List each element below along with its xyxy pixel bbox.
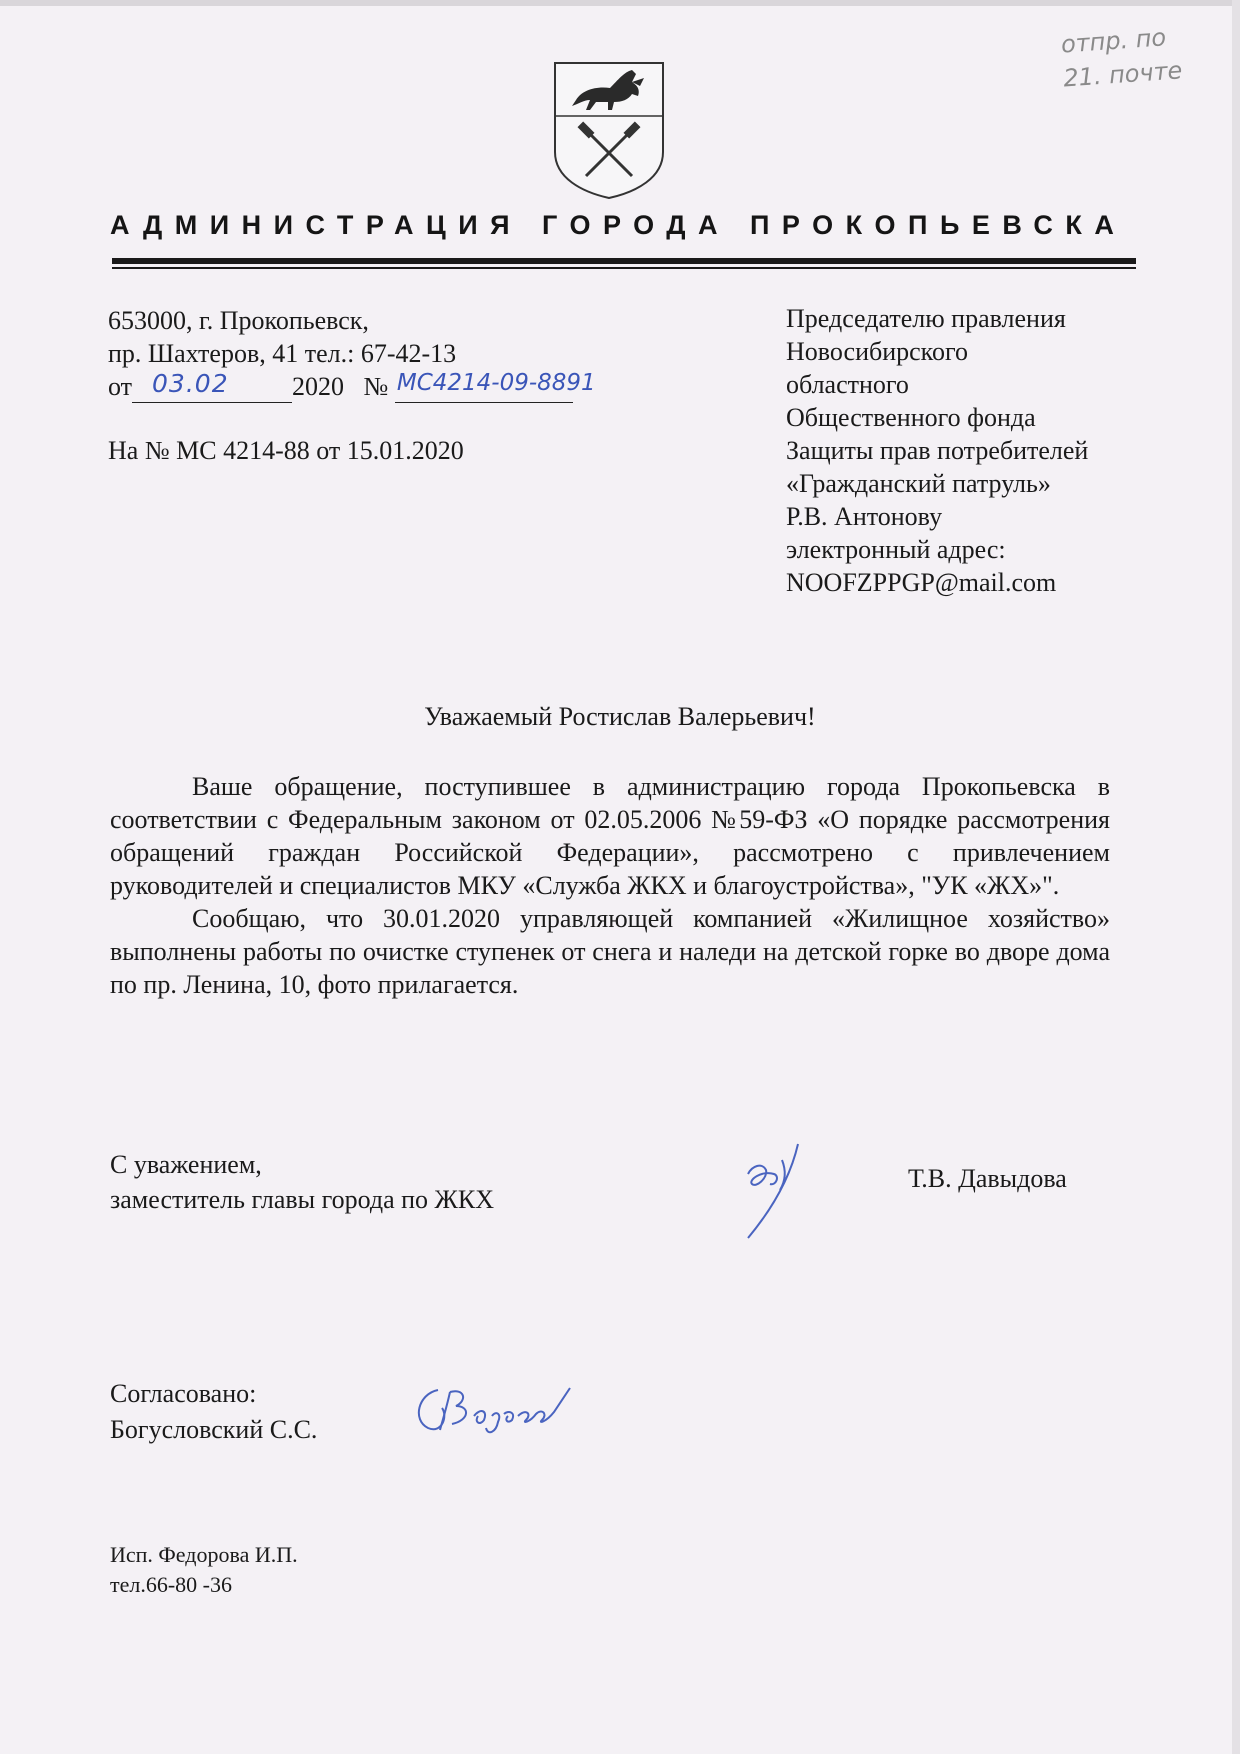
city-coat-of-arms-icon	[552, 60, 666, 200]
corner-note-line: 21. почте	[1062, 56, 1184, 93]
closing-position: заместитель главы города по ЖКХ	[110, 1185, 494, 1214]
executor-phone: тел.66-80 -36	[110, 1572, 233, 1597]
recipient-line: Председателю правления	[786, 304, 1066, 333]
number-prefix: №	[363, 372, 389, 401]
signer-name: Т.В. Давыдова	[908, 1164, 1067, 1193]
recipient-line: «Гражданский патруль»	[786, 469, 1051, 498]
recipient-email: NOOFZPPGP@mail.com	[786, 568, 1057, 597]
agreed-name: Богусловский С.С.	[110, 1415, 318, 1444]
agreed-label: Согласовано:	[110, 1379, 257, 1408]
number-fill-line	[395, 370, 596, 403]
signature-boguslovsky-icon	[408, 1370, 608, 1440]
recipient-name: Р.В. Антонову	[786, 502, 943, 531]
scan-edge-right	[1232, 0, 1240, 1754]
scan-edge-top	[0, 0, 1240, 6]
date-prefix: от	[108, 372, 133, 401]
sender-address-line2: пр. Шахтеров, 41 тел.: 67-42-13	[108, 339, 457, 368]
organization-title: АДМИНИСТРАЦИЯ ГОРОДА ПРОКОПЬЕВСКА	[110, 210, 1127, 240]
recipient-line: электронный адрес:	[786, 535, 1006, 564]
body-paragraph: Ваше обращение, поступившее в администрацию города Прокопьевска в соответствии с Федеральным законом от 02.05.2006 №59-ФЗ «О порядке рассмотрения обращений граждан Российской Федерации», рассмотрено с привлечением руководителей и специалистов МКУ «Служба ЖКХ и благоустройства», "УК «ЖХ»".	[110, 772, 1110, 900]
date-fill-line	[132, 369, 292, 403]
closing-regards: С уважением,	[110, 1150, 262, 1179]
date-handwritten: 03.02	[152, 369, 229, 398]
sender-block	[108, 304, 668, 403]
sender-date-number-line	[108, 370, 668, 403]
corner-note-line: отпр. по	[1060, 23, 1167, 59]
salutation: Уважаемый Ростислав Валерьевич!	[424, 702, 816, 731]
header-rule-thick	[112, 258, 1136, 264]
body-paragraph: Сообщаю, что 30.01.2020 управляющей компанией «Жилищное хозяйство» выполнены работы по очистке ступенек от снега и наледи на детской горке во дворе дома по пр. Ленина, 10, фото прилагается.	[110, 904, 1110, 999]
recipient-line: Общественного фонда	[786, 403, 1036, 432]
closing-block	[110, 1147, 670, 1217]
recipient-line: Новосибирского	[786, 337, 968, 366]
executor-block	[110, 1540, 510, 1600]
recipient-block	[786, 302, 1226, 599]
corner-handwritten-note	[1060, 17, 1224, 96]
signature-davydova-icon	[740, 1140, 840, 1240]
letter-body	[110, 770, 1110, 1001]
header-rule-thin	[112, 267, 1136, 269]
reply-reference: На № МС 4214-88 от 15.01.2020	[108, 436, 464, 465]
executor-name: Исп. Федорова И.П.	[110, 1542, 298, 1567]
recipient-line: областного	[786, 370, 909, 399]
number-handwritten: МС4214-09-8891	[396, 370, 596, 396]
date-year: 2020	[292, 372, 345, 401]
sender-address-line1: 653000, г. Прокопьевск,	[108, 306, 369, 335]
recipient-line: Защиты прав потребителей	[786, 436, 1089, 465]
